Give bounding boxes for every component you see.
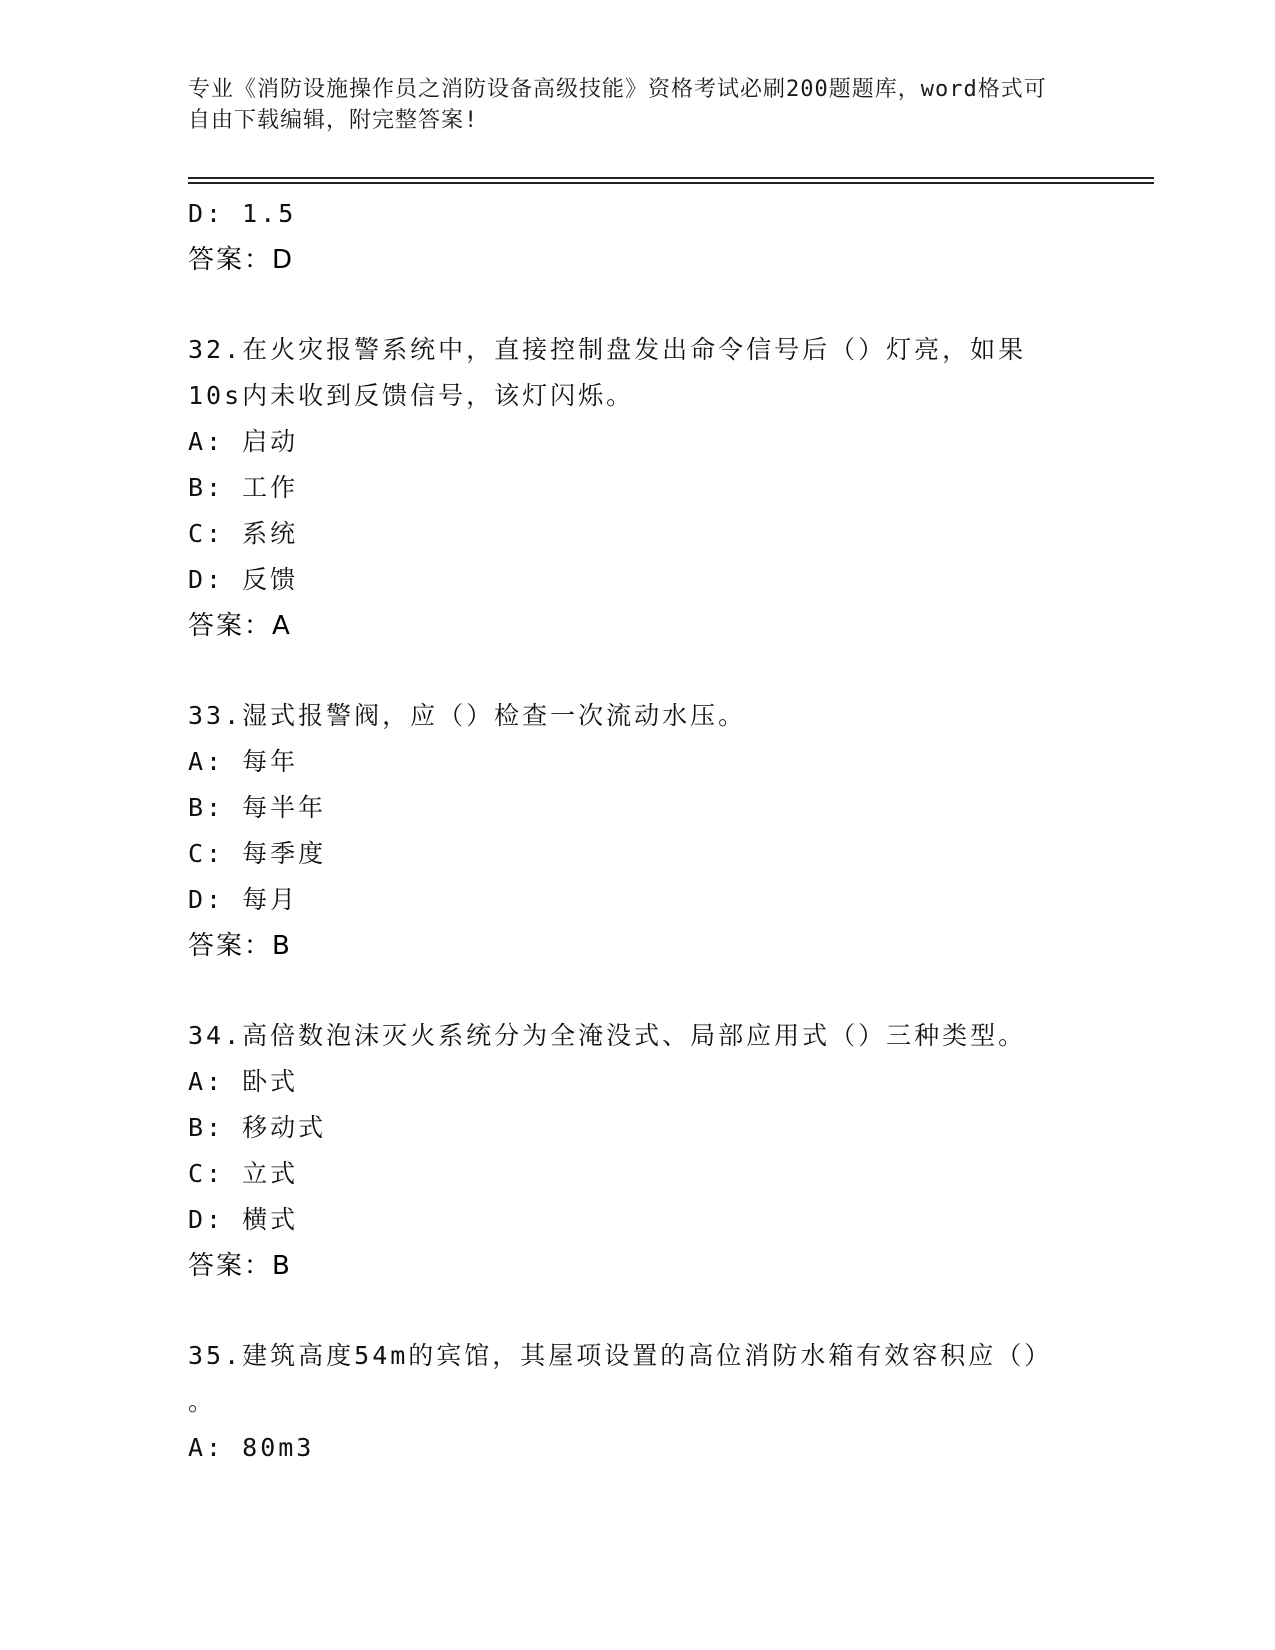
option-d: D: 每月 [188,885,299,914]
option-b: B: 每半年 [188,793,327,822]
option-a: A: 80m3 [188,1433,315,1462]
question-34 [188,1013,1088,1289]
answer-line: 答案：A [188,611,292,641]
option-d: D: 反馈 [188,565,299,594]
header-divider-top [188,177,1154,179]
option-a: A: 卧式 [188,1067,299,1096]
header-divider-bottom [188,182,1154,184]
spacer [188,649,1088,693]
page-header: 专业《消防设施操作员之消防设备高级技能》资格考试必刷200题题库，word格式可自由下载编辑，附完整答案! [188,77,1047,133]
question-stem: 35.建筑高度54m的宾馆，其屋项设置的高位消防水箱有效容积应（） [188,1341,1053,1370]
question-32 [188,327,1088,649]
question-stem-continued: 。 [188,1387,217,1416]
answer-line: 答案：D [188,245,295,275]
option-b: B: 移动式 [188,1113,327,1142]
question-stem: 34.高倍数泡沫灭火系统分为全淹没式、局部应用式（）三种类型。 [188,1021,1027,1050]
spacer [188,1289,1088,1333]
question-35 [188,1333,1088,1471]
option-d: D: 横式 [188,1205,299,1234]
question-stem: 32.在火灾报警系统中，直接控制盘发出命令信号后（）灯亮，如果 [188,335,1027,364]
answer-line: 答案：B [188,1251,292,1281]
question-stem-continued: 10s内未收到反馈信号，该灯闪烁。 [188,381,635,410]
spacer [188,969,1088,1013]
question-list [188,191,1088,1471]
option-b: B: 工作 [188,473,299,502]
option-c: C: 立式 [188,1159,299,1188]
option-c: C: 系统 [188,519,299,548]
answer-line: 答案：B [188,931,292,961]
option-d: D: 1.5 [188,199,297,228]
option-a: A: 每年 [188,747,299,776]
option-a: A: 启动 [188,427,299,456]
question-stem: 33.湿式报警阀，应（）检查一次流动水压。 [188,701,747,730]
option-c: C: 每季度 [188,839,327,868]
spacer [188,283,1088,327]
question-33 [188,693,1088,969]
